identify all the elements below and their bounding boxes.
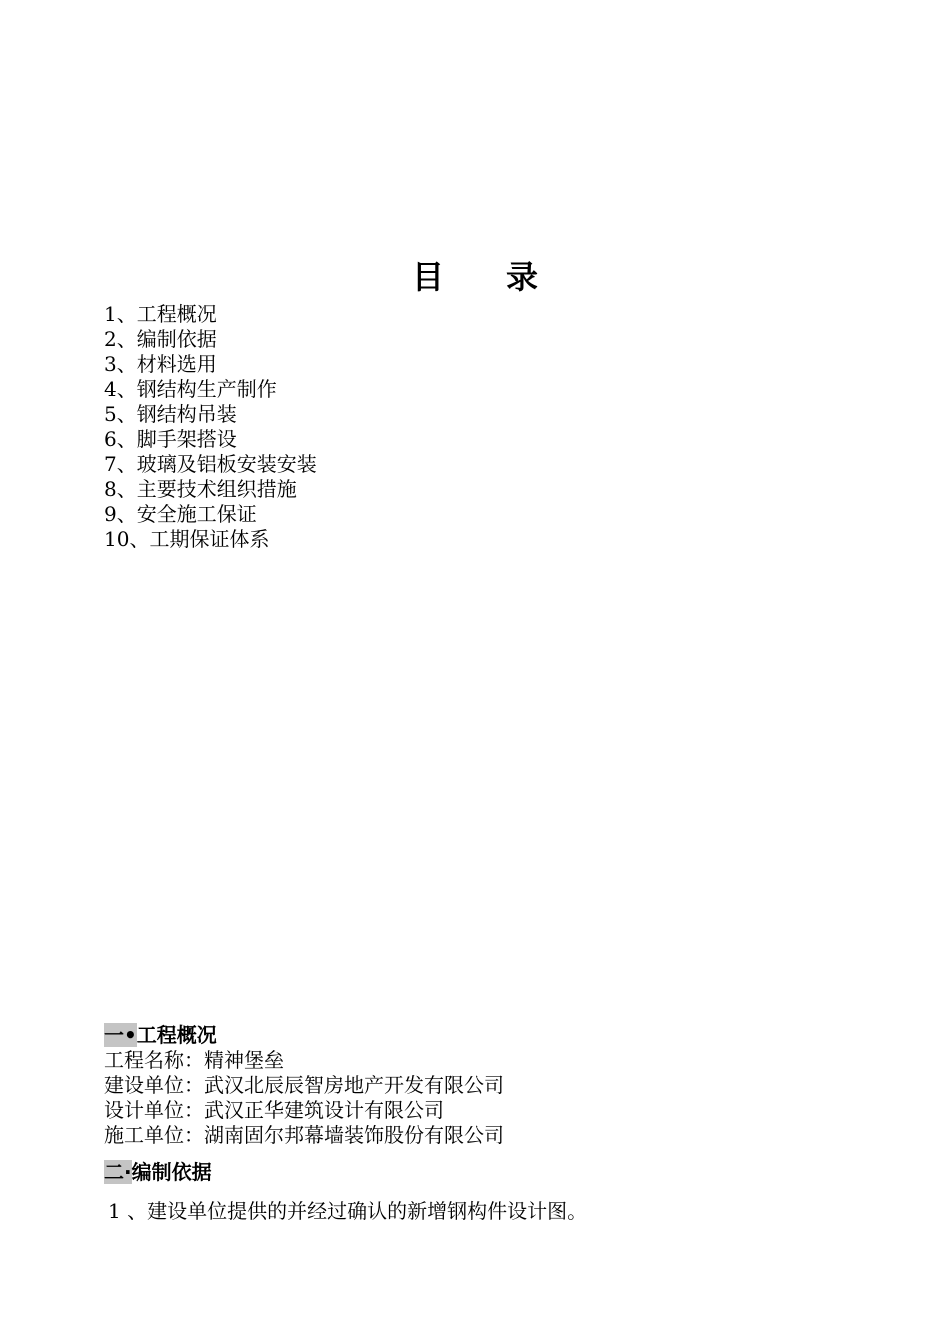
toc-item: 9、安全施工保证	[104, 502, 257, 526]
basis-item: 1 、建设单位提供的并经过确认的新增钢构件设计图。	[108, 1199, 588, 1223]
toc-item: 5、钢结构吊装	[104, 402, 237, 426]
info-row-contractor: 施工单位：湖南固尔邦幕墙装饰股份有限公司	[104, 1123, 504, 1147]
info-row-project-name: 工程名称：精神堡垒	[104, 1048, 284, 1072]
section-heading	[104, 1159, 212, 1185]
toc-title-left: 目	[411, 258, 444, 296]
toc-item: 3、材料选用	[104, 352, 217, 376]
info-row-designer: 设计单位：武汉正华建筑设计有限公司	[104, 1098, 444, 1122]
toc-item: 6、脚手架搭设	[104, 427, 237, 451]
section-number: 二·	[104, 1160, 132, 1184]
toc-item: 4、钢结构生产制作	[104, 377, 277, 401]
toc-title	[0, 254, 950, 300]
info-row-owner: 建设单位：武汉北辰辰智房地产开发有限公司	[104, 1073, 504, 1097]
toc-item: 8、主要技术组织措施	[104, 477, 297, 501]
toc-title-right: 录	[506, 258, 539, 296]
toc-item: 7、玻璃及铝板安装安装	[104, 452, 317, 476]
toc-item: 10、工期保证体系	[104, 527, 270, 551]
compilation-basis-section	[104, 1159, 212, 1185]
toc-item: 2、编制依据	[104, 327, 217, 351]
project-overview-section	[104, 1022, 504, 1148]
section-title: 编制依据	[131, 1160, 212, 1184]
toc-item: 1、工程概况	[104, 302, 217, 326]
toc-list	[104, 302, 317, 552]
section-number: 一•	[104, 1023, 137, 1047]
section-title: 工程概况	[136, 1023, 217, 1047]
section-heading	[104, 1022, 504, 1048]
